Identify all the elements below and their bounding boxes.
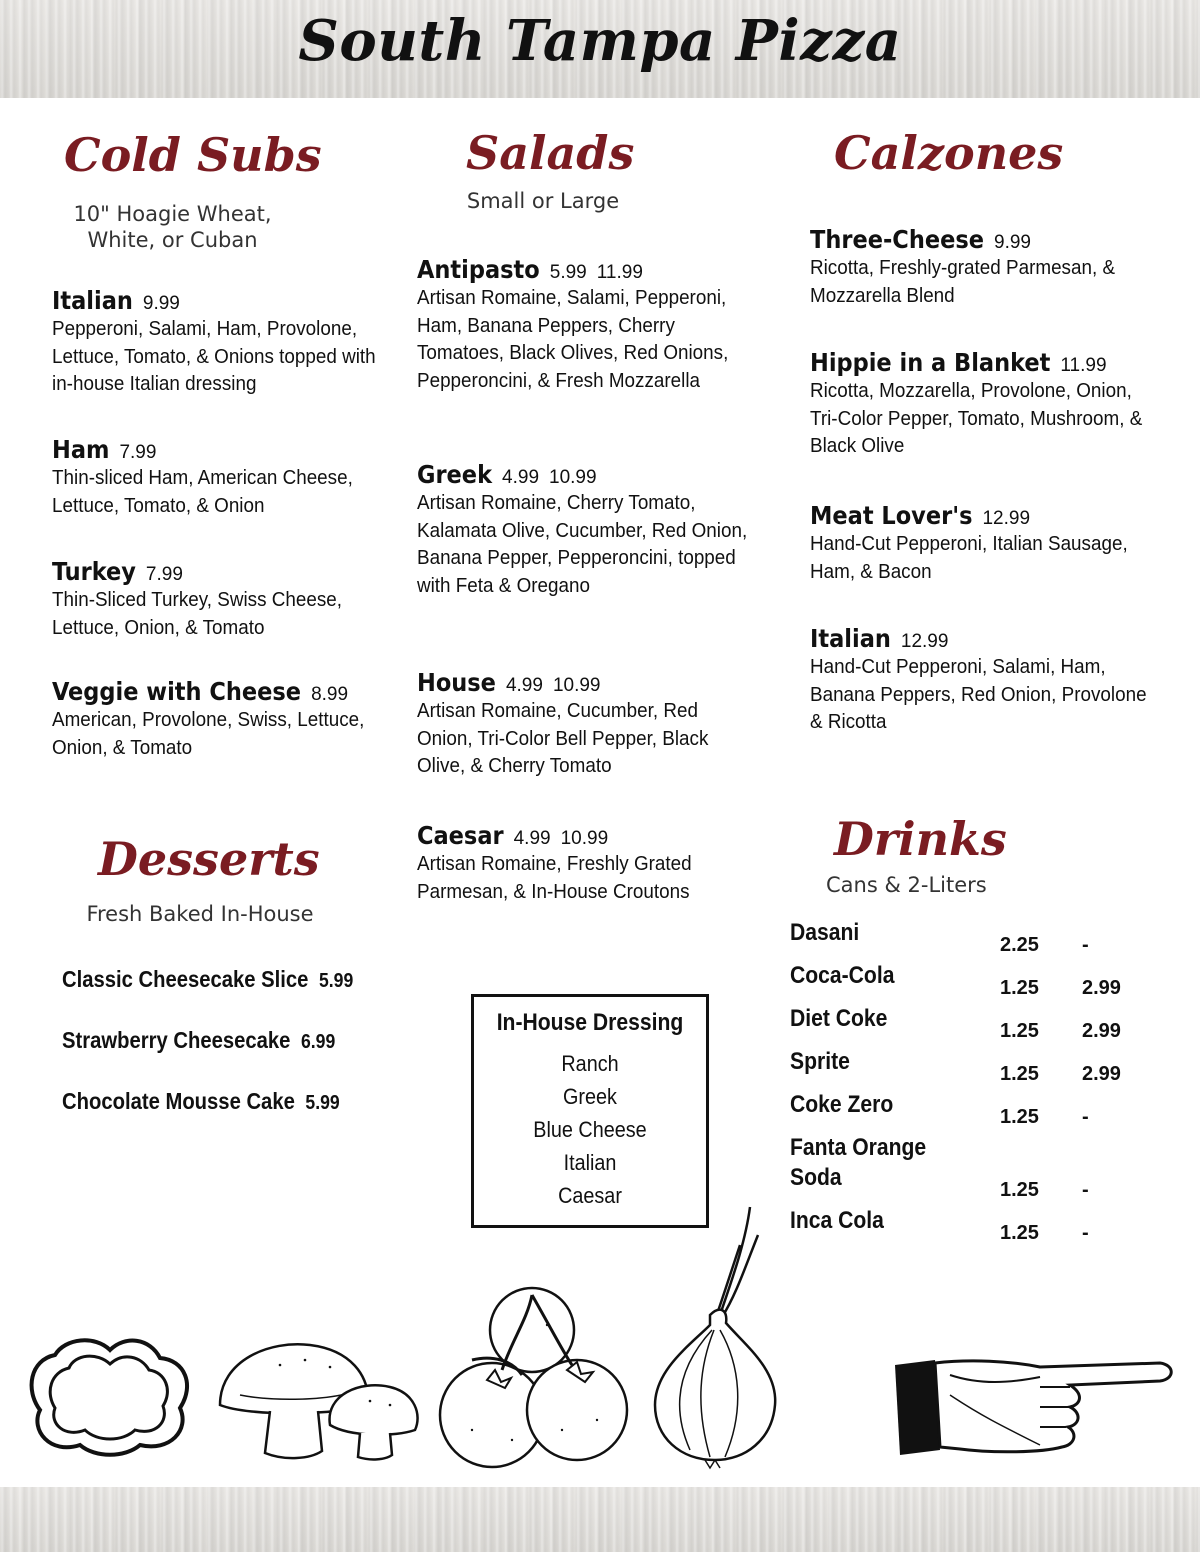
item-name: Italian	[810, 624, 891, 653]
desserts-title: Desserts	[98, 832, 320, 886]
item-name: Meat Lover's	[810, 501, 973, 530]
dessert-item	[62, 1088, 340, 1115]
item-name: Greek	[417, 460, 493, 489]
item-description: Ricotta, Mozzarella, Provolone, Onion, Tri-Color Pepper, Tomato, Mushroom, & Black Olive	[810, 379, 1143, 457]
item-price-small: 4.99	[513, 828, 551, 849]
calzone-item-hippie	[810, 348, 1150, 460]
mushroom-icon	[210, 1335, 425, 1465]
cold-subs-subtitle-line2: White, or Cuban	[87, 228, 258, 252]
drink-can-price: 1.25	[1000, 1179, 1039, 1201]
pointing-hand-icon	[890, 1355, 1175, 1460]
drink-name: Dasani	[790, 919, 860, 946]
item-price-large: 11.99	[596, 262, 643, 283]
dressing-box	[471, 994, 709, 1228]
calzone-item-italian	[810, 624, 1150, 736]
item-name: Antipasto	[417, 255, 540, 284]
salad-item-caesar	[417, 821, 757, 905]
dessert-item	[62, 966, 353, 993]
drink-liter-price: -	[1082, 1106, 1089, 1128]
drink-row	[790, 918, 1140, 961]
dressing-item: Ranch	[561, 1051, 619, 1076]
item-description: Pepperoni, Salami, Ham, Provolone, Lettuce, Tomato, & Onions topped with in-house Italian dressing	[52, 317, 376, 395]
salad-item-antipasto	[417, 255, 757, 394]
item-description: Thin-sliced Ham, American Cheese, Lettuce, Tomato, & Onion	[52, 466, 353, 517]
drink-row	[790, 1090, 1140, 1133]
drink-row	[790, 1004, 1140, 1047]
item-description: Artisan Romaine, Salami, Pepperoni, Ham, Banana Peppers, Cherry Tomatoes, Black Olives, Red Onions, Pepperoncini, & Fresh Mozzarella	[417, 286, 729, 392]
dessert-price: 5.99	[319, 970, 354, 992]
drink-can-price: 2.25	[1000, 934, 1039, 956]
item-name: Veggie with Cheese	[52, 677, 302, 706]
tomato-icon	[432, 1280, 642, 1475]
item-price-large: 10.99	[560, 828, 609, 849]
drink-can-price: 1.25	[1000, 977, 1039, 999]
item-price-small: 4.99	[502, 467, 540, 488]
drink-name: Diet Coke	[790, 1005, 888, 1032]
item-price-large: 10.99	[552, 675, 601, 696]
item-price-small: 5.99	[549, 262, 587, 283]
drink-name: Coca-Cola	[790, 962, 895, 989]
item-description: Artisan Romaine, Cucumber, Red Onion, Tri-Color Bell Pepper, Black Olive, & Cherry Tomato	[417, 699, 709, 777]
item-price-large: 10.99	[549, 467, 597, 488]
dressing-item: Caesar	[558, 1183, 622, 1208]
item-description: Hand-Cut Pepperoni, Salami, Ham, Banana Peppers, Red Onion, Provolone & Ricotta	[810, 655, 1147, 733]
cold-subs-title: Cold Subs	[64, 128, 322, 182]
restaurant-name: South Tampa Pizza	[298, 8, 902, 74]
item-description: Ricotta, Freshly-grated Parmesan, & Mozzarella Blend	[810, 256, 1116, 307]
item-description: Artisan Romaine, Freshly Grated Parmesan, & In-House Croutons	[417, 852, 692, 903]
dressing-item: Greek	[563, 1084, 617, 1109]
dessert-price: 6.99	[300, 1031, 336, 1053]
dessert-name: Chocolate Mousse Cake	[62, 1088, 295, 1114]
dressing-item: Italian	[563, 1150, 617, 1175]
drink-can-price: 1.25	[1000, 1020, 1039, 1042]
item-price: 7.99	[145, 564, 183, 585]
item-name: Ham	[52, 435, 110, 464]
drink-liter-price: -	[1082, 934, 1089, 956]
footer-wood-band	[0, 1487, 1200, 1552]
salad-item-greek	[417, 460, 757, 599]
drink-name-line1: Fanta Orange	[790, 1134, 927, 1161]
dressing-title: In-House Dressing	[496, 1009, 684, 1036]
item-name: Three-Cheese	[810, 225, 984, 254]
salad-item-house	[417, 668, 757, 780]
drink-name	[790, 1133, 926, 1193]
item-name: Caesar	[417, 821, 504, 850]
item-price: 12.99	[982, 508, 1031, 529]
calzone-item-three-cheese	[810, 225, 1150, 309]
dressing-item: Blue Cheese	[533, 1117, 647, 1142]
item-description: Artisan Romaine, Cherry Tomato, Kalamata Olive, Cucumber, Red Onion, Banana Pepper, Pepperoncini, topped with Feta & Oregano	[417, 491, 748, 597]
calzone-item-meat-lovers	[810, 501, 1150, 585]
sub-item-italian	[52, 286, 392, 398]
drink-can-price: 1.25	[1000, 1063, 1039, 1085]
item-name: Turkey	[52, 557, 136, 586]
drink-name: Sprite	[790, 1048, 850, 1075]
sub-item-turkey	[52, 557, 392, 641]
item-description: Thin-Sliced Turkey, Swiss Cheese, Lettuce, Onion, & Tomato	[52, 588, 343, 639]
cold-subs-subtitle	[40, 201, 305, 253]
dessert-price: 5.99	[305, 1092, 340, 1114]
calzones-title: Calzones	[834, 126, 1064, 180]
salads-subtitle: Small or Large	[466, 189, 620, 213]
drinks-subtitle: Cans & 2-Liters	[826, 873, 987, 897]
drink-row	[790, 1206, 1140, 1249]
onion-icon	[650, 1205, 780, 1470]
drink-name: Inca Cola	[790, 1207, 884, 1234]
dessert-name: Strawberry Cheesecake	[62, 1027, 291, 1053]
item-description: Hand-Cut Pepperoni, Italian Sausage, Ham, & Bacon	[810, 532, 1128, 583]
drinks-title: Drinks	[834, 812, 1007, 866]
drink-can-price: 1.25	[1000, 1106, 1039, 1128]
drink-liter-price: 2.99	[1082, 1020, 1121, 1042]
drink-can-price: 1.25	[1000, 1222, 1039, 1244]
item-description: American, Provolone, Swiss, Lettuce, Onion, & Tomato	[52, 708, 365, 759]
drink-name-line2: Soda	[790, 1164, 842, 1191]
item-price: 8.99	[311, 684, 349, 705]
drink-row	[790, 961, 1140, 1004]
drink-liter-price: -	[1082, 1222, 1089, 1244]
dressing-list	[474, 1047, 706, 1212]
bell-pepper-icon	[25, 1330, 195, 1460]
sub-item-veggie	[52, 677, 392, 761]
drinks-table	[790, 918, 1140, 1249]
item-price: 9.99	[142, 293, 180, 314]
drink-row	[790, 1133, 1140, 1206]
dessert-item	[62, 1027, 335, 1054]
drink-liter-price: -	[1082, 1179, 1089, 1201]
drink-liter-price: 2.99	[1082, 977, 1121, 999]
drink-liter-price: 2.99	[1082, 1063, 1121, 1085]
drink-name: Coke Zero	[790, 1091, 894, 1118]
item-price: 9.99	[994, 232, 1031, 253]
cold-subs-subtitle-line1: 10" Hoagie Wheat,	[73, 202, 272, 226]
item-name: House	[417, 668, 496, 697]
salads-title: Salads	[466, 126, 635, 180]
sub-item-ham	[52, 435, 392, 519]
item-price: 7.99	[119, 442, 157, 463]
desserts-subtitle: Fresh Baked In-House	[86, 902, 314, 926]
item-price: 12.99	[900, 631, 949, 652]
item-name: Hippie in a Blanket	[810, 348, 1051, 377]
drink-row	[790, 1047, 1140, 1090]
item-price: 11.99	[1060, 355, 1107, 376]
item-price-small: 4.99	[505, 675, 543, 696]
dessert-name: Classic Cheesecake Slice	[62, 966, 309, 992]
item-name: Italian	[52, 286, 133, 315]
